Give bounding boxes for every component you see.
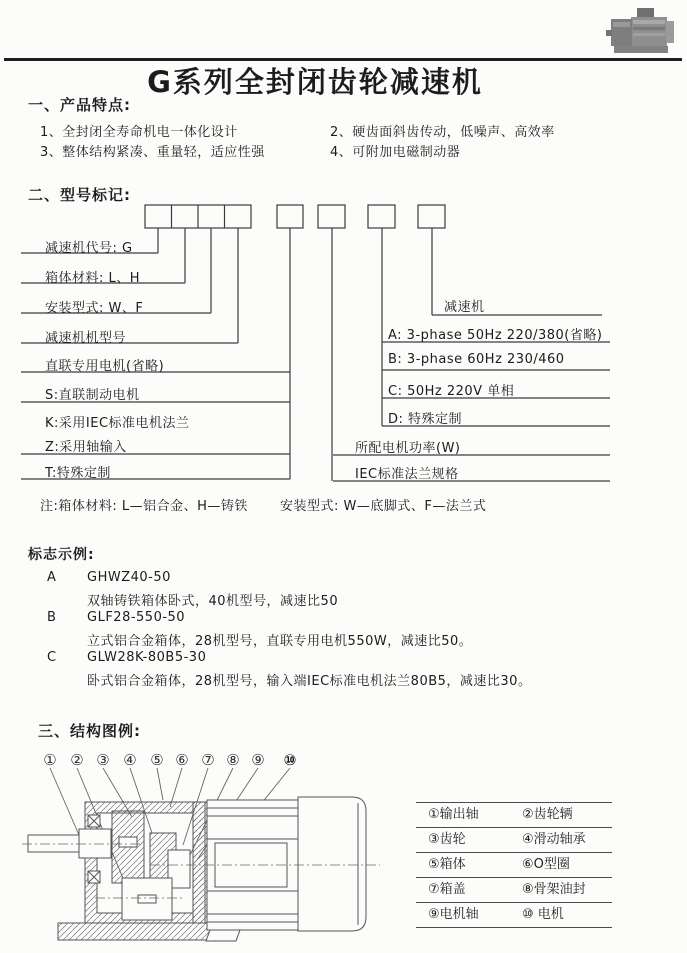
example-desc: 双轴铸铁箱体卧式，40机型号，减速比50 (87, 594, 339, 609)
legend-row (416, 827, 612, 852)
callout-number: ② (70, 751, 84, 769)
legend-cell: ⑥O型圈 (522, 857, 570, 872)
callout-number: ⑦ (201, 751, 215, 769)
model-label-left: 减速机机型号 (45, 331, 127, 346)
callout-number: ③ (96, 751, 110, 769)
callout-number: ④ (123, 751, 137, 769)
callout-number: ⑧ (226, 751, 240, 769)
legend-cell: ④滑动轴承 (522, 832, 586, 847)
legend-cell: ①输出轴 (428, 807, 479, 822)
page-title: G系列全封闭齿轮减速机 (147, 65, 483, 99)
model-label-right: B: 3-phase 60Hz 230/460 (388, 352, 565, 367)
callout-number: ⑨ (251, 751, 265, 769)
legend-row (416, 877, 612, 902)
example-code: GLF28-550-50 (87, 610, 186, 625)
callout-number: ⑤ (150, 751, 164, 769)
feature-item: 3、整体结构紧凑、重量轻，适应性强 (40, 145, 265, 160)
model-label-right: 减速机 (444, 300, 485, 315)
legend-cell: ②齿轮辆 (522, 807, 573, 822)
model-label-left: 减速机代号: G (45, 241, 133, 256)
legend-cell: ⑦箱盖 (428, 882, 466, 897)
legend-row (416, 902, 612, 927)
model-note-mounting: 安装型式: W—底脚式、F—法兰式 (280, 499, 487, 514)
example-desc: 卧式铝合金箱体，28机型号，输入端IEC标准电机法兰80B5，减速比30。 (87, 674, 532, 689)
example-code: GLW28K-80B5-30 (87, 650, 207, 665)
model-label-right: C: 50Hz 220V 单相 (388, 384, 515, 399)
legend-row (416, 802, 612, 827)
feature-item: 2、硬齿面斜齿传动，低噪声、高效率 (330, 125, 555, 140)
model-label-right: IEC标准法兰规格 (355, 467, 459, 482)
model-label-left: 箱体材料: L、H (45, 271, 141, 286)
model-label-left: K:采用IEC标准电机法兰 (45, 416, 190, 431)
legend-cell: ③齿轮 (428, 832, 466, 847)
legend-cell: ⑩ 电机 (522, 907, 564, 922)
example-code: GHWZ40-50 (87, 570, 171, 585)
model-heading: 二、型号标记: (28, 186, 131, 204)
legend-cell: ⑧骨架油封 (522, 882, 586, 897)
model-label-left: 安装型式: W、F (45, 301, 144, 316)
model-label-left: Z:采用轴输入 (45, 440, 127, 455)
feature-item: 4、可附加电磁制动器 (330, 145, 461, 160)
structure-heading: 三、结构图例: (38, 722, 141, 740)
model-label-left: T:特殊定制 (45, 466, 111, 481)
model-label-left: 直联专用电机(省略) (45, 359, 165, 374)
legend-cell: ⑤箱体 (428, 857, 466, 872)
example-tag: A (47, 570, 56, 585)
model-label-right: 所配电机功率(W) (355, 441, 461, 456)
examples-heading: 标志示例: (28, 547, 95, 563)
model-note-materials: 注:箱体材料: L—铝合金、H—铸铁 (40, 499, 248, 514)
callout-number: ① (43, 751, 57, 769)
callout-number: ⑥ (175, 751, 189, 769)
example-desc: 立式铝合金箱体，28机型号，直联专用电机550W，减速比50。 (87, 634, 473, 649)
feature-item: 1、全封闭全寿命机电一体化设计 (40, 125, 238, 140)
legend-row (416, 852, 612, 877)
example-tag: B (47, 610, 56, 625)
model-label-right: D: 特殊定制 (388, 412, 463, 427)
gear-motor-photo (606, 6, 684, 56)
legend-cell: ⑨电机轴 (428, 907, 479, 922)
legend-table (416, 802, 612, 928)
features-heading: 一、产品特点: (28, 96, 131, 114)
model-label-left: S:直联制动电机 (45, 388, 140, 403)
example-tag: C (47, 650, 57, 665)
callout-number: ⑩ (283, 751, 297, 769)
model-label-right: A: 3-phase 50Hz 220/380(省略) (388, 328, 603, 343)
